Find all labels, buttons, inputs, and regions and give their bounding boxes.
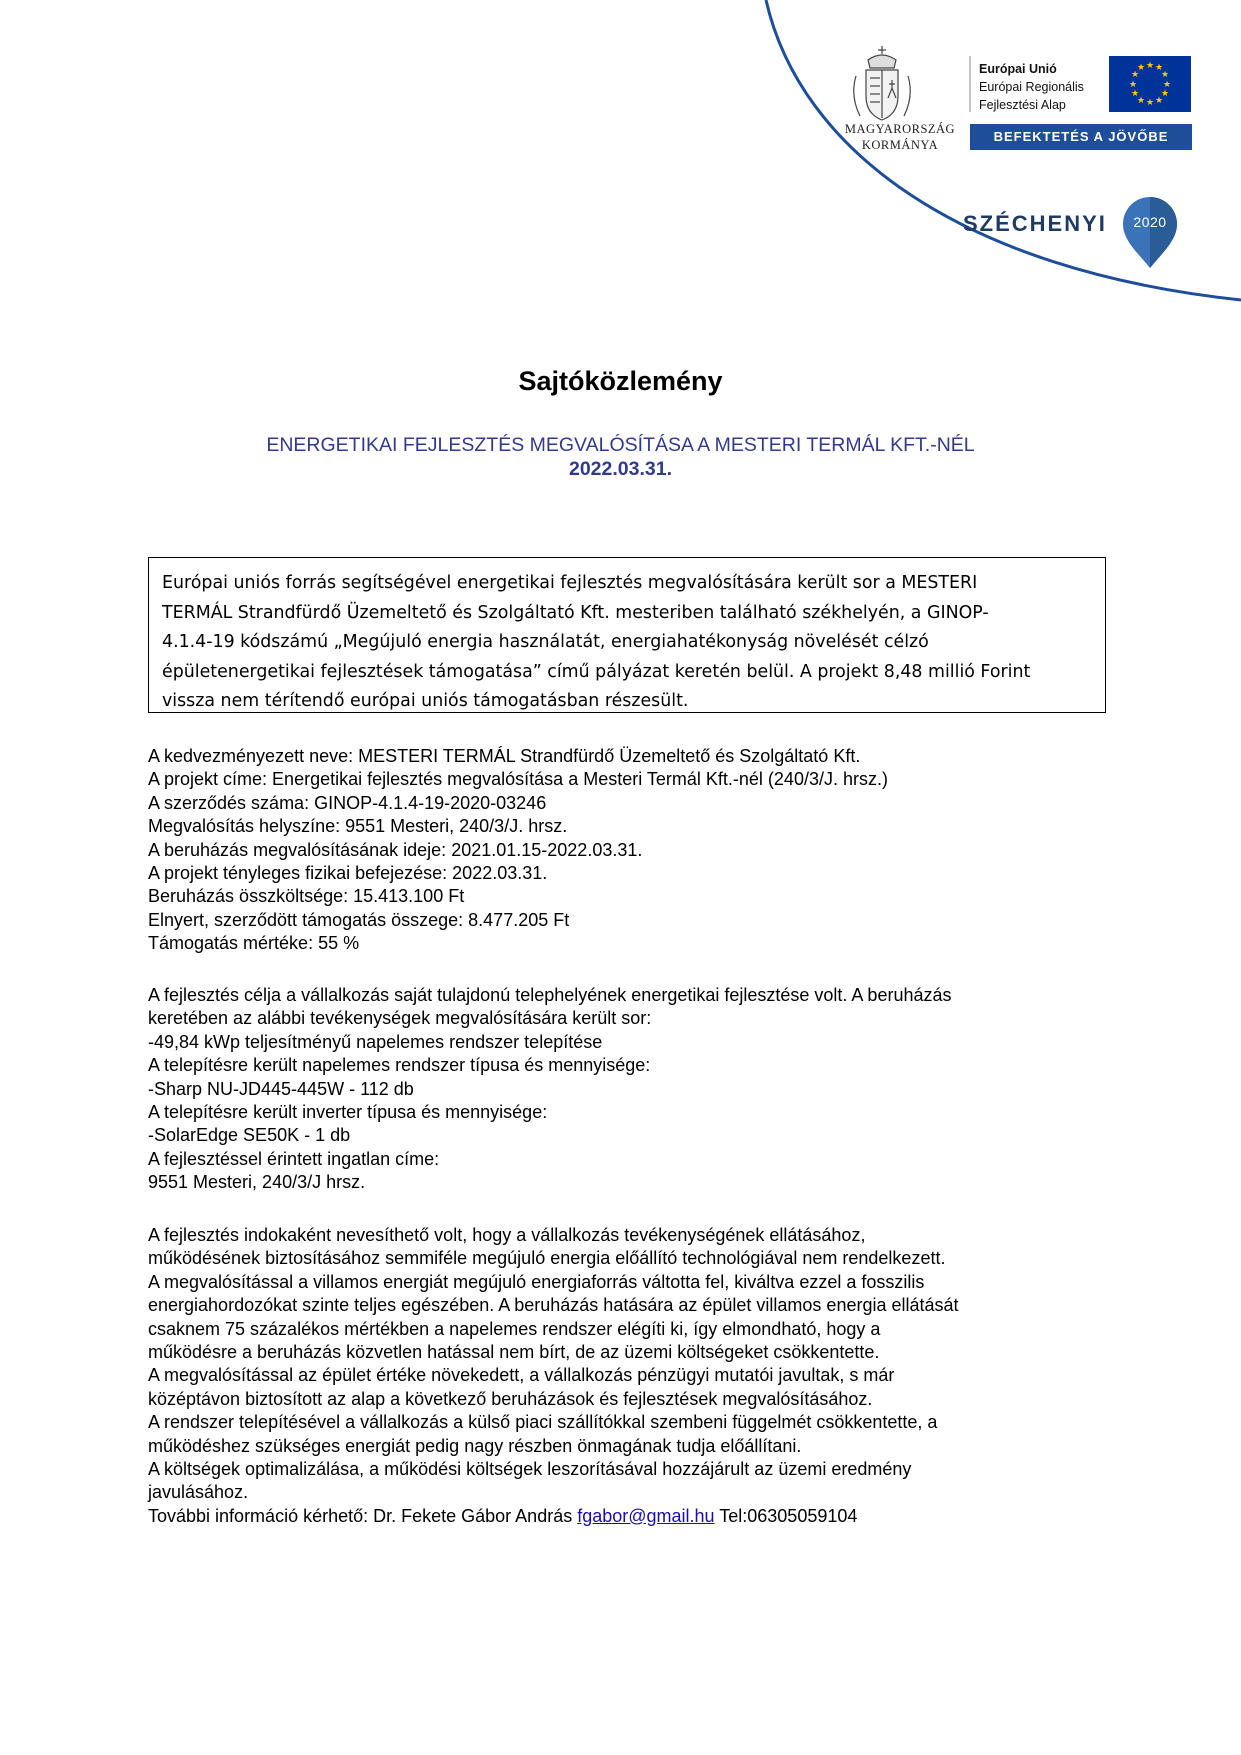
summary-line: vissza nem térítendő európai uniós támogatásban részesült. [162, 691, 689, 711]
detail-line: Elnyert, szerződött támogatás összege: 8.477.205 Ft [148, 909, 570, 930]
hungary-coat-of-arms-icon [854, 46, 911, 120]
detail-line: A beruházás megvalósításának ideje: 2021.01.15-2022.03.31. [148, 839, 643, 860]
eu-label-line3: Fejlesztési Alap [979, 98, 1066, 112]
eu-fund-label [979, 60, 1099, 114]
detail-line: Támogatás mértéke: 55 % [148, 933, 360, 954]
goal-line: A fejlesztés célja a vállalkozás saját tulajdonú telephelyének energetikai fejlesztése volt. A beruházás [148, 985, 952, 1005]
subtitle: ENERGETIKAI FEJLESZTÉS MEGVALÓSÍTÁSA A MESTERI TERMÁL KFT.-NÉL [266, 434, 975, 456]
summary-box [148, 557, 1106, 713]
contact-prefix: További információ kérhető: Dr. Fekete Gábor András [148, 1505, 578, 1526]
contact-email-link[interactable]: fgabor@gmail.hu [577, 1505, 715, 1526]
szechenyi-pin-icon [1123, 197, 1177, 268]
goal-line: A fejlesztéssel érintett ingatlan címe: [148, 1148, 440, 1169]
szechenyi-logo-text: SZÉCHENYI [963, 211, 1107, 236]
detail-line: Megvalósítás helyszíne: 9551 Mesteri, 240/3/J. hrsz. [148, 816, 568, 837]
goal-line: A telepítésre került inverter típusa és mennyisége: [148, 1102, 548, 1123]
detail-line: A projekt tényleges fizikai befejezése: 2022.03.31. [148, 863, 548, 884]
summary-line: épületenergetikai fejlesztések támogatása” című pályázat keretén belül. A projekt 8,48 millió Forint [162, 661, 1031, 682]
summary-line: Európai uniós forrás segítségével energetikai fejlesztés megvalósítására került sor a MESTERI [162, 573, 978, 593]
svg-text:★: ★ [1154, 96, 1164, 106]
detail-line: A szerződés száma: GINOP-4.1.4-19-2020-03246 [148, 792, 547, 813]
svg-text:★: ★ [1130, 70, 1140, 80]
svg-text:★: ★ [1154, 63, 1164, 73]
reason-line: energiahordozókat szinte teljes egészében. A beruházás hatására az épület villamos energia ellátását [148, 1295, 959, 1316]
reason-line: javulásához. [148, 1482, 249, 1503]
government-label-line2: KORMÁNYA [861, 138, 939, 152]
project-reasons [148, 1224, 1108, 1528]
svg-text:★: ★ [1160, 70, 1170, 80]
reason-line: A rendszer telepítésével a vállalkozás a külső piaci szállítókkal szembeni függelmét csökkentette, a [148, 1412, 938, 1433]
goal-line: A telepítésre került napelemes rendszer típusa és mennyisége: [148, 1055, 651, 1076]
goal-line: keretében az alábbi tevékenységek megvalósítására került sor: [148, 1008, 652, 1029]
svg-text:★: ★ [1128, 80, 1138, 90]
svg-text:★: ★ [1136, 96, 1146, 106]
detail-line: A kedvezményezett neve: MESTERI TERMÁL Strandfürdő Üzemeltető és Szolgáltató Kft. [148, 746, 861, 766]
reason-line: A költségek optimalizálása, a működési költségek leszorításával hozzájárult az üzemi eredmény [148, 1459, 912, 1480]
reason-line: középtávon biztosított az alap a következő beruházások és fejlesztések megvalósításához. [148, 1388, 873, 1409]
summary-line: 4.1.4-19 kódszámú „Megújuló energia használatát, energiahatékonyság növelését célzó [162, 632, 929, 652]
svg-text:★: ★ [1162, 80, 1172, 90]
contact-phone: Tel:06305059104 [714, 1505, 858, 1526]
reason-line: működéshez szükséges energiát pedig nagy részben önmagának tudja előállítani. [148, 1435, 802, 1456]
contact-line [148, 1505, 1108, 1528]
decorative-arc [766, 0, 1241, 300]
detail-line: A projekt címe: Energetikai fejlesztés megvalósítása a Mesteri Termál Kft.-nél (240/3/J. hrsz.) [148, 769, 888, 790]
reason-line: A megvalósítással a villamos energiát megújuló energiaforrás váltotta fel, kiváltva ezzel a fosszilis [148, 1271, 925, 1292]
project-details [148, 745, 1108, 956]
page-title: Sajtóközlemény [518, 366, 723, 396]
eu-slogan-banner: BEFEKTETÉS A JÖVŐBE [970, 124, 1192, 150]
svg-text:★: ★ [1130, 89, 1140, 99]
reason-line: működésének biztosításához semmiféle megújuló energia előállító technológiával nem rendelkezett. [148, 1248, 946, 1269]
header-graphic [0, 0, 1241, 330]
eu-flag-icon [1109, 56, 1191, 112]
eu-label-line2: Európai Regionális [979, 80, 1084, 94]
project-goal [148, 984, 1108, 1195]
szechenyi-year: 2020 [1133, 214, 1167, 230]
svg-text:★: ★ [1145, 98, 1155, 108]
reason-line: csaknem 75 százalékos mértékben a napelemes rendszer elégíti ki, így elmondható, hogy a [148, 1318, 881, 1339]
goal-line: -Sharp NU-JD445-445W - 112 db [148, 1078, 414, 1099]
reason-line: működésre a beruházás közvetlen hatással nem bírt, de az üzemi költségeket csökkentette. [148, 1342, 880, 1363]
svg-text:★: ★ [1136, 63, 1146, 73]
reason-line: A fejlesztés indokaként nevesíthető volt, hogy a vállalkozás tevékenységének ellátásához, [148, 1225, 866, 1245]
goal-line: -SolarEdge SE50K - 1 db [148, 1125, 351, 1146]
government-label-line1: MAGYARORSZÁG [844, 122, 956, 136]
detail-line: Beruházás összköltsége: 15.413.100 Ft [148, 886, 465, 907]
summary-line: TERMÁL Strandfürdő Üzemeltető és Szolgáltató Kft. mesteriben található székhelyén, a GINOP- [162, 602, 989, 623]
goal-line: 9551 Mesteri, 240/3/J hrsz. [148, 1172, 366, 1193]
goal-line: -49,84 kWp teljesítményű napelemes rendszer telepítése [148, 1031, 603, 1052]
svg-text:★: ★ [1160, 89, 1170, 99]
eu-label-line1: Európai Unió [979, 62, 1057, 76]
release-date: 2022.03.31. [568, 458, 672, 480]
svg-text:★: ★ [1145, 61, 1155, 71]
reason-line: A megvalósítással az épület értéke növekedett, a vállalkozás pénzügyi mutatói javultak, s már [148, 1365, 895, 1386]
